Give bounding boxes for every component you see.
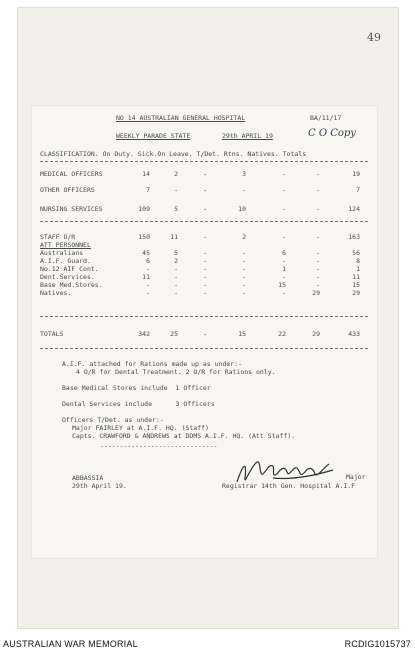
- table-row-cell: -: [242, 249, 246, 257]
- table-row-cell: -: [282, 205, 286, 213]
- header-rule: [40, 161, 368, 162]
- totals-bottom-rule: [40, 348, 368, 349]
- officer-fairley: Major FAIRLEY at A.I.F. HQ. (Staff): [72, 424, 209, 432]
- reference-number: BA/11/17: [310, 114, 342, 122]
- table-row-cell: 15: [278, 281, 286, 289]
- table-row-cell: -: [282, 257, 286, 265]
- table-row-cell: -: [146, 289, 150, 297]
- document-title: WEEKLY PARADE STATE: [116, 132, 191, 140]
- table-row-cell: -: [316, 170, 320, 178]
- table-row-cell: -: [282, 233, 286, 241]
- table-row-cell: 10: [238, 205, 246, 213]
- table-row-label: Base Med.Stores.: [40, 281, 103, 289]
- column-headers: CLASSIFICATION. On Duty. Sick.On Leave. T/Det. Rtns. Natives. Totals: [40, 150, 307, 158]
- table-row-cell: 7: [356, 186, 360, 194]
- table-row-cell: -: [242, 289, 246, 297]
- table-row-cell: 2: [242, 233, 246, 241]
- table-row-cell: 11: [170, 233, 178, 241]
- table-row-cell: -: [203, 257, 207, 265]
- table-row-cell: -: [242, 186, 246, 194]
- dash-separator: ------------------------------: [100, 442, 218, 450]
- totals-cell: -: [203, 330, 207, 338]
- table-row-cell: 7: [146, 186, 150, 194]
- table-row-cell: -: [242, 281, 246, 289]
- signature-rank: Major: [346, 473, 366, 481]
- table-row-cell: -: [282, 273, 286, 281]
- attached-note: A.I.F. attached for Rations made up as under:-: [62, 360, 243, 368]
- table-row-cell: -: [203, 205, 207, 213]
- table-row-cell: 15: [352, 281, 360, 289]
- handwritten-copy-note: C O Copy: [308, 128, 356, 139]
- dental-note: Dental Services include 3 Officers: [62, 400, 215, 408]
- table-row-cell: 11: [142, 273, 150, 281]
- table-row-label: OTHER OFFICERS: [40, 186, 95, 194]
- table-row-cell: -: [174, 273, 178, 281]
- table-row-cell: -: [282, 170, 286, 178]
- table-row-cell: -: [146, 281, 150, 289]
- table-row-cell: -: [174, 281, 178, 289]
- table-row-label: No.12 AIF Cont.: [40, 265, 99, 273]
- table-row-cell: 29: [312, 289, 320, 297]
- table-row-cell: -: [203, 186, 207, 194]
- totals-cell: 25: [170, 330, 178, 338]
- table-row-cell: 109: [138, 205, 150, 213]
- table-row-cell: -: [203, 249, 207, 257]
- totals-cell: 433: [348, 330, 360, 338]
- table-row-cell: 29: [352, 289, 360, 297]
- table-row-label: STAFF O/R: [40, 233, 76, 241]
- table-row-cell: -: [203, 281, 207, 289]
- table-row-cell: 5: [174, 205, 178, 213]
- table-row-cell: -: [242, 265, 246, 273]
- table-row-cell: -: [316, 273, 320, 281]
- table-row-cell: 8: [356, 257, 360, 265]
- table-row-cell: 56: [352, 249, 360, 257]
- table-row-cell: -: [174, 186, 178, 194]
- totals-label: TOTALS: [40, 330, 64, 338]
- attached-note-detail: 4 O/R for Dental Treatment. 2 O/R for Rations only.: [76, 368, 276, 376]
- totals-cell: 342: [138, 330, 150, 338]
- table-row-cell: -: [316, 249, 320, 257]
- totals-cell: 29: [312, 330, 320, 338]
- hospital-name: NO 14 AUSTRALIAN GENERAL HOSPITAL: [116, 114, 246, 122]
- totals-top-rule: [40, 316, 368, 317]
- table-row-cell: 1: [356, 265, 360, 273]
- table-row-cell: -: [316, 205, 320, 213]
- table-row-label: Natives.: [40, 289, 72, 297]
- table-row-cell: -: [316, 281, 320, 289]
- document-date: 29th APRIL 19: [222, 132, 273, 140]
- table-row-cell: 45: [142, 249, 150, 257]
- table-row-cell: 2: [174, 257, 178, 265]
- table-row-cell: -: [316, 233, 320, 241]
- table-row-cell: 11: [352, 273, 360, 281]
- table-row-cell: 150: [138, 233, 150, 241]
- officers-note: Officers T/Det. as under:-: [62, 416, 164, 424]
- table-row-cell: -: [203, 265, 207, 273]
- table-row-cell: -: [316, 186, 320, 194]
- table-row-cell: -: [203, 273, 207, 281]
- table-row-cell: -: [316, 265, 320, 273]
- table-row-cell: 163: [348, 233, 360, 241]
- table-row-cell: -: [174, 289, 178, 297]
- table-row-cell: 3: [242, 170, 246, 178]
- base-medical-note: Base Medical Stores include 1 Officer: [62, 384, 211, 392]
- section-rule: [40, 221, 368, 222]
- table-row-cell: -: [242, 257, 246, 265]
- table-row-cell: -: [174, 265, 178, 273]
- place-date: 29th April 19.: [72, 482, 127, 490]
- table-row-cell: -: [282, 289, 286, 297]
- officers-crawford-andrews: Capts. CRAWFORD & ANDREWS at DDMS A.I.F. HQ. (Att Staff).: [72, 432, 296, 440]
- totals-cell: 15: [238, 330, 246, 338]
- place: ABBASSIA: [72, 474, 104, 482]
- table-row-cell: 6: [282, 249, 286, 257]
- table-row-cell: 5: [174, 249, 178, 257]
- table-row-cell: -: [242, 273, 246, 281]
- footer-archive-name: AUSTRALIAN WAR MEMORIAL: [3, 639, 138, 649]
- table-row-cell: 14: [142, 170, 150, 178]
- table-row-cell: -: [203, 289, 207, 297]
- totals-cell: 22: [278, 330, 286, 338]
- table-row-cell: 1: [282, 265, 286, 273]
- table-row-label: A.I.F. Guard.: [40, 257, 91, 265]
- table-row-cell: 2: [174, 170, 178, 178]
- table-row-cell: 19: [352, 170, 360, 178]
- table-row-cell: -: [146, 265, 150, 273]
- table-row-cell: -: [203, 233, 207, 241]
- page-number: 49: [367, 31, 381, 44]
- table-row-cell: -: [316, 257, 320, 265]
- table-row-cell: 124: [348, 205, 360, 213]
- document-page: [32, 106, 377, 558]
- table-row-label: NURSING SERVICES: [40, 205, 103, 213]
- signature-title: Registrar 14th Gen. Hospital A.I.F: [222, 482, 356, 490]
- table-row-cell: 6: [146, 257, 150, 265]
- table-row-label: Australians: [40, 249, 84, 257]
- handwritten-signature: [233, 456, 337, 490]
- footer-record-id: RCDIG1015737: [344, 639, 411, 649]
- table-row-label: MEDICAL OFFICERS: [40, 170, 103, 178]
- table-row-label: ATT PERSONNEL: [40, 241, 91, 249]
- table-row-cell: -: [282, 186, 286, 194]
- table-row-cell: -: [203, 170, 207, 178]
- table-row-label: Dent.Services.: [40, 273, 95, 281]
